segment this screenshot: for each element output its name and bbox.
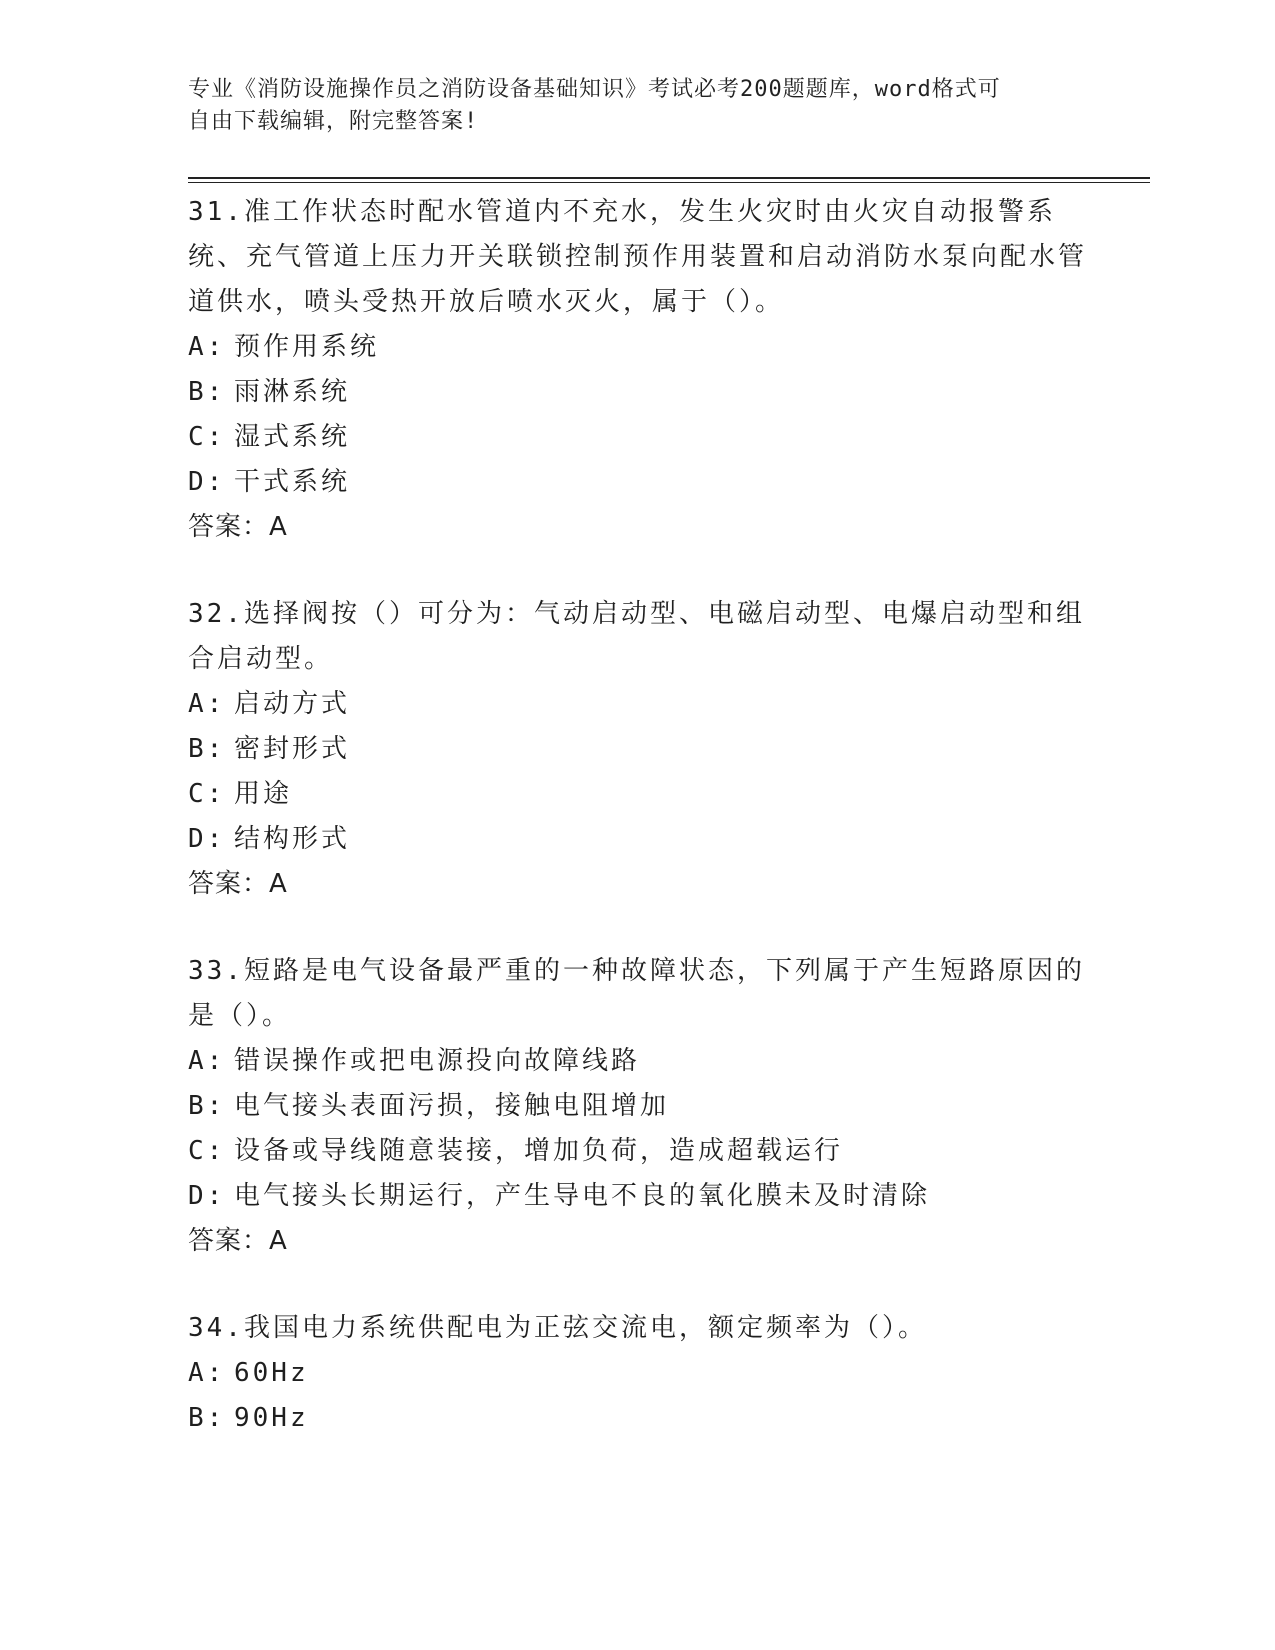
question-stem: 33.短路是电气设备最严重的一种故障状态，下列属于产生短路原因的是（）。 — [188, 956, 1085, 1031]
option-a — [188, 325, 1088, 370]
option-letter: A: — [188, 1358, 226, 1388]
option-letter: A: — [188, 1046, 226, 1076]
header-title-line-2: 自由下载编辑，附完整答案! — [188, 109, 479, 134]
option-d — [188, 460, 1088, 505]
option-text: 设备或导线随意装接，增加负荷，造成超载运行 — [234, 1136, 844, 1166]
option-a — [188, 1039, 1088, 1084]
option-letter: B: — [188, 1091, 226, 1121]
option-letter: C: — [188, 422, 226, 452]
option-text: 60Hz — [234, 1358, 309, 1388]
option-letter: C: — [188, 779, 226, 809]
option-text: 干式系统 — [234, 467, 351, 497]
option-letter: D: — [188, 824, 226, 854]
option-b — [188, 1084, 1088, 1129]
answer-line: 答案：A — [188, 869, 288, 899]
option-text: 雨淋系统 — [234, 377, 351, 407]
option-text: 湿式系统 — [234, 422, 351, 452]
option-text: 预作用系统 — [234, 332, 380, 362]
option-letter: A: — [188, 689, 226, 719]
option-a — [188, 1351, 1088, 1396]
option-letter: D: — [188, 1181, 226, 1211]
question-list — [188, 190, 1088, 1441]
question-33 — [188, 949, 1088, 1264]
answer-line: 答案：A — [188, 1226, 288, 1256]
option-text: 用途 — [234, 779, 293, 809]
option-letter: B: — [188, 1403, 226, 1433]
option-letter: B: — [188, 377, 226, 407]
option-text: 结构形式 — [234, 824, 351, 854]
question-32 — [188, 592, 1088, 907]
document-header — [188, 74, 1068, 138]
option-c — [188, 1129, 1088, 1174]
option-c — [188, 415, 1088, 460]
option-text: 错误操作或把电源投向故障线路 — [234, 1046, 641, 1076]
option-text: 电气接头表面污损，接触电阻增加 — [234, 1091, 670, 1121]
option-text: 启动方式 — [234, 689, 351, 719]
header-title-line-1: 专业《消防设施操作员之消防设备基础知识》考试必考200题题库，word格式可 — [188, 77, 1001, 102]
option-c — [188, 772, 1088, 817]
option-text: 密封形式 — [234, 734, 351, 764]
header-divider-thin — [188, 182, 1150, 183]
option-a — [188, 682, 1088, 727]
answer-line: 答案：A — [188, 512, 288, 542]
question-31 — [188, 190, 1088, 550]
header-divider-thick — [188, 177, 1150, 179]
option-letter: B: — [188, 734, 226, 764]
option-letter: D: — [188, 467, 226, 497]
option-b — [188, 370, 1088, 415]
option-letter: C: — [188, 1136, 226, 1166]
option-b — [188, 727, 1088, 772]
question-stem: 34.我国电力系统供配电为正弦交流电，额定频率为（）。 — [188, 1313, 927, 1343]
question-stem: 32.选择阀按（）可分为：气动启动型、电磁启动型、电爆启动型和组合启动型。 — [188, 599, 1085, 674]
option-letter: A: — [188, 332, 226, 362]
option-d — [188, 817, 1088, 862]
option-text: 90Hz — [234, 1403, 309, 1433]
option-b — [188, 1396, 1088, 1441]
option-text: 电气接头长期运行，产生导电不良的氧化膜未及时清除 — [234, 1181, 931, 1211]
option-d — [188, 1174, 1088, 1219]
question-stem: 31.准工作状态时配水管道内不充水，发生火灾时由火灾自动报警系统、充气管道上压力开关联锁控制预作用装置和启动消防水泵向配水管道供水，喷头受热开放后喷水灭火，属于（）。 — [188, 197, 1088, 317]
question-34 — [188, 1306, 1088, 1441]
